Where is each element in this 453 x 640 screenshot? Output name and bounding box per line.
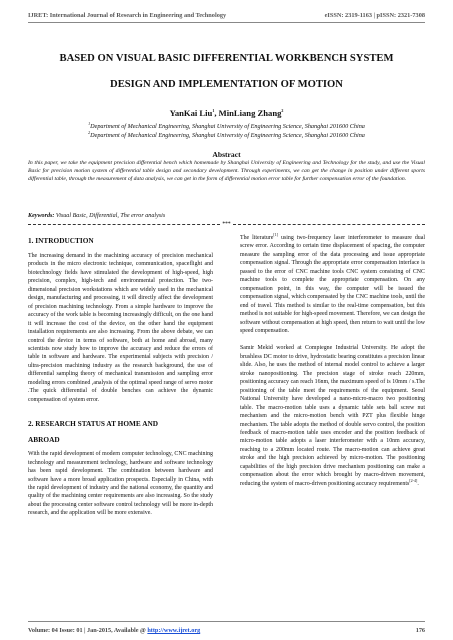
author-separator: , [214, 108, 219, 118]
right-column [240, 234, 425, 497]
citation-2-4: [2-4] [409, 477, 418, 483]
section-heading-research-status [28, 416, 213, 448]
abstract-heading: Abstract [212, 150, 241, 159]
title-line-1: BASED ON VISUAL BASIC DIFFERENTIAL WORKBENCH SYSTEM [59, 53, 394, 64]
running-footer [28, 627, 425, 634]
affiliation-2-text: Department of Mechanical Engineering, Shanghai University of Engineering Science, Shanghai 201600 China [90, 132, 365, 139]
separator-dash-left [28, 224, 220, 225]
section-heading-line-2: ABROAD [28, 435, 60, 445]
citation-1: [1] [273, 232, 279, 238]
running-header [28, 12, 425, 19]
author-1: YanKai Liu [169, 108, 213, 118]
header-rule [28, 22, 425, 23]
page-number: 176 [415, 627, 425, 634]
research-status-paragraph: With the rapid development of modern computer technology, CNC machining technology and measurement technology, hardware and software technology has been rapid development. The combination between hardware and software have a more broad application prospects. Especially in China, with the rapid development of industry and the national economy, the quantity and quality of the machining center requirements are also increasing. So the study about the processing center software control technology will be more in-depth research, and the application will be more extensive. [28, 451, 213, 517]
footer-volume [28, 627, 200, 634]
intro-paragraph: The increasing demand in the machining accuracy of precision mechanical products in the micro electronic technique, communication, spaceflight and biotechnology fields have stimulated the development of high-speed, high precision, complex, high-tech and environmental protection. The two-dimensional precision workstations which are widely used in the mechanical design, manufacturing and processing, it will directly affect the development of precision machining technology. From a simple hardware to improve the accuracy of the work table is becoming increasingly difficult, on the one hand it will increase the cost of the device, on the other hand the equipment installation requirements are also increasing. From the above debate, we can control the device in terms of software, both at home and abroad, many scientists now study how to improve the accuracy and reduce the errors of table in software and hardware. The experimental subjects with precision / ultra-precision machining industry as the research background, the use of differential sampling theory of mechanical transmission and sampling error modeling errors combined ,analysis of the optimal speed range of servo motor .The quick differential of double benches can achieve the dynamic compensation of system error. [28, 253, 213, 403]
journal-link[interactable]: http://www.ijret.org [147, 627, 201, 634]
mekid-text: Samir Mekid worked at Compiegne Industrial University. He adopt the brushless DC motor to drive, hydrostatic bearing constitutes a precision linear slide. Also, he uses the method of internal model control to achieve a larger stroke nanopositioning. The precision stage of stroke reach 220mm, positioning accuracy can reach 16nm, the maximum speed of is 10mm / s.The positioning of the table meet the requirements of the equipment. Seoul National University have developed a nano-micro-macro two positioning table. The macro-motion table uses a dynamic table sets ball screw nut mechanism and the micro-motion bench with PZT plus flexible hinge mechanism. The table adopts the method of double servo control, the position feedback of macro-motion table uses encoder and the position feedback of micro-motion table adopts a laser interferometer with a 10nm accuracy, reaching to a 200mm located route. The macro-motion can achieve great stroke and the high precision achieved by micro-motion. The positioning capabilities of the high precision drive mechanism positioning can make a compensation about the error which brought by macro-driven movement, reducing the system of macro-driven positioning accuracy requirements [240, 345, 425, 487]
keywords-text: Visual Basic, Differential, The error analysis [54, 213, 166, 219]
author-2-affil: 2 [281, 108, 284, 114]
affiliation-1-text: Department of Mechanical Engineering, Shanghai University of Engineering Science, Shanghai 201600 China [90, 123, 365, 130]
affiliation-2-mark: 2 [88, 129, 91, 135]
footer-rule [28, 621, 425, 622]
affiliations [28, 122, 425, 140]
separator-stars: *** [222, 221, 231, 227]
affiliation-1-mark: 1 [88, 120, 91, 126]
paper-title [28, 46, 425, 98]
journal-name: IJRET: International Journal of Research in Engineering and Technology [28, 12, 227, 19]
author-1-affil: 1 [212, 108, 215, 114]
literature-text-start: The literature [240, 235, 274, 241]
abstract-text: In this paper, we take the equipment precision differential bench which homemade by Shanghai University of Engineering and Technology for the study, and use the Visual Basic for precision motion system of differential table design and secondary development. Through experiments, we can get the change in position under different sports differential table, through the measurement of data analysis, we can get in the form of differential motion error table for further compensation error of the foundation. [28, 160, 425, 183]
footer-volume-text: Volume: 04 Issue: 01 | Jan-2015, Available @ [28, 627, 148, 634]
title-line-2: DESIGN AND IMPLEMENTATION OF MOTION [110, 79, 343, 90]
keywords [28, 213, 425, 219]
left-column [28, 234, 213, 527]
issn: eISSN: 2319-1163 | pISSN: 2321-7308 [324, 12, 425, 19]
separator-dash-right [233, 224, 425, 225]
section-heading-line-1: 2. RESEARCH STATUS AT HOME AND [28, 419, 159, 429]
keywords-label: Keywords: [28, 213, 55, 219]
author-list [28, 108, 425, 118]
section-separator [28, 221, 425, 227]
mekid-paragraph [240, 344, 425, 488]
literature-paragraph [240, 234, 425, 335]
mekid-text-end: . [417, 480, 419, 487]
author-2: MinLiang Zhang [218, 108, 282, 118]
section-heading-introduction: 1. INTRODUCTION [28, 236, 94, 245]
affiliation-2 [28, 131, 425, 140]
literature-text-rest: using two-frequency laser interferometer to measure dual screw error. According to certain time displacement of spacing, the computer measure the sampling error of the data processing and issue appropriate compensation signal. Through the appropriate error compensation interface is passed to the error of CNC machine tools CNC system consisting of CNC machine tools to complete the appropriate compensation. On any compensation point, in this way, the computer will be issued the compensation signal, which compensated by the CNC machine tools, until the end of travel. This method is similar to the real-time compensation, but this method is not suitable for high-speed movement. Therefore, we can design the software without compensation at high speed, then return to wait until the low speed compensation. [240, 235, 425, 334]
